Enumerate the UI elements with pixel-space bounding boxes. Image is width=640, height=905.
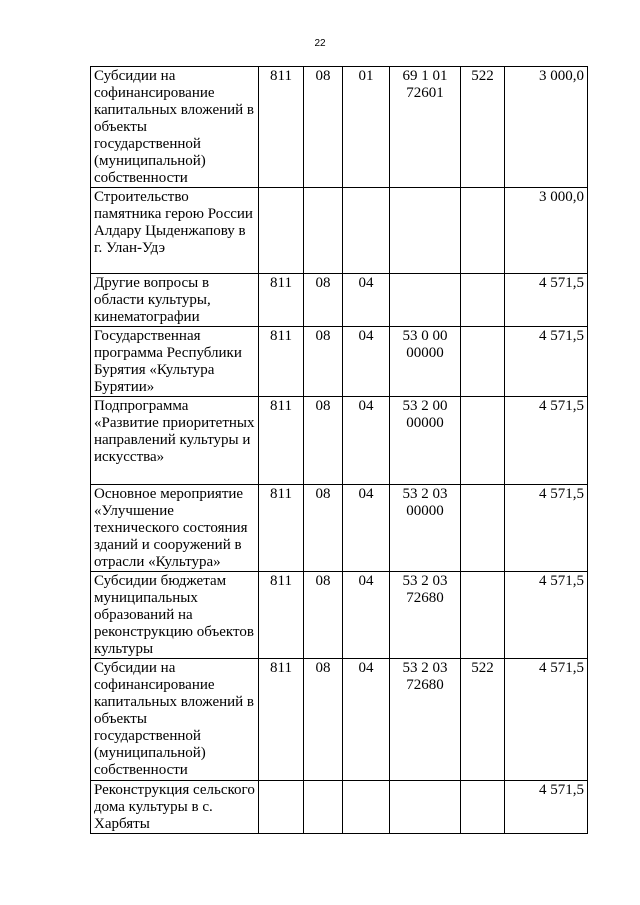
expense-type-code (461, 397, 505, 485)
amount: 4 571,5 (505, 485, 588, 572)
target-code: 53 0 00 00000 (390, 327, 461, 397)
section-code: 08 (304, 327, 343, 397)
target-code (390, 781, 461, 834)
row-name: Субсидии на софинансирование капитальных вложений в объекты государственной (муниципальной) собственности (91, 659, 259, 781)
row-name: Субсидии бюджетам муниципальных образований на реконструкцию объектов культуры (91, 572, 259, 659)
row-name: Государственная программа Республики Бурятия «Культура Бурятии» (91, 327, 259, 397)
table-row (91, 67, 588, 188)
target-code: 53 2 00 00000 (390, 397, 461, 485)
section-code: 08 (304, 485, 343, 572)
ministry-code: 811 (259, 274, 304, 327)
target-code: 69 1 01 72601 (390, 67, 461, 188)
amount: 3 000,0 (505, 67, 588, 188)
table-row (91, 327, 588, 397)
amount: 4 571,5 (505, 572, 588, 659)
subsection-code: 04 (343, 327, 390, 397)
row-name: Строительство памятника герою России Алдару Цыденжапову в г. Улан-Удэ (91, 188, 259, 274)
expense-type-code (461, 274, 505, 327)
row-name: Субсидии на софинансирование капитальных вложений в объекты государственной (муниципальной) собственности (91, 67, 259, 188)
subsection-code (343, 188, 390, 274)
row-name: Основное мероприятие «Улучшение технического состояния зданий и сооружений в отрасли «Культура» (91, 485, 259, 572)
row-name: Другие вопросы в области культуры, кинематографии (91, 274, 259, 327)
row-name: Подпрограмма «Развитие приоритетных направлений культуры и искусства» (91, 397, 259, 485)
subsection-code (343, 781, 390, 834)
table-row (91, 659, 588, 781)
ministry-code: 811 (259, 67, 304, 188)
table-row (91, 397, 588, 485)
amount: 4 571,5 (505, 659, 588, 781)
expense-type-code (461, 572, 505, 659)
subsection-code: 04 (343, 485, 390, 572)
target-code (390, 188, 461, 274)
expense-type-code (461, 327, 505, 397)
row-name: Реконструкция сельского дома культуры в с. Харбяты (91, 781, 259, 834)
amount: 4 571,5 (505, 274, 588, 327)
amount: 4 571,5 (505, 397, 588, 485)
subsection-code: 01 (343, 67, 390, 188)
target-code: 53 2 03 72680 (390, 659, 461, 781)
section-code: 08 (304, 67, 343, 188)
expense-type-code: 522 (461, 67, 505, 188)
section-code: 08 (304, 659, 343, 781)
subsection-code: 04 (343, 572, 390, 659)
ministry-code: 811 (259, 397, 304, 485)
expense-type-code (461, 781, 505, 834)
table-row (91, 485, 588, 572)
section-code: 08 (304, 274, 343, 327)
section-code: 08 (304, 572, 343, 659)
subsection-code: 04 (343, 659, 390, 781)
table-row (91, 572, 588, 659)
section-code (304, 781, 343, 834)
target-code: 53 2 03 00000 (390, 485, 461, 572)
table-row (91, 781, 588, 834)
ministry-code: 811 (259, 659, 304, 781)
page-number: 22 (314, 38, 326, 49)
ministry-code: 811 (259, 572, 304, 659)
amount: 4 571,5 (505, 781, 588, 834)
expense-type-code (461, 188, 505, 274)
subsection-code: 04 (343, 397, 390, 485)
expense-type-code: 522 (461, 659, 505, 781)
subsection-code: 04 (343, 274, 390, 327)
table-row (91, 188, 588, 274)
ministry-code (259, 781, 304, 834)
target-code: 53 2 03 72680 (390, 572, 461, 659)
target-code (390, 274, 461, 327)
expense-type-code (461, 485, 505, 572)
section-code (304, 188, 343, 274)
amount: 4 571,5 (505, 327, 588, 397)
section-code: 08 (304, 397, 343, 485)
ministry-code (259, 188, 304, 274)
ministry-code: 811 (259, 485, 304, 572)
ministry-code: 811 (259, 327, 304, 397)
amount: 3 000,0 (505, 188, 588, 274)
table-row (91, 274, 588, 327)
budget-table (90, 66, 588, 834)
